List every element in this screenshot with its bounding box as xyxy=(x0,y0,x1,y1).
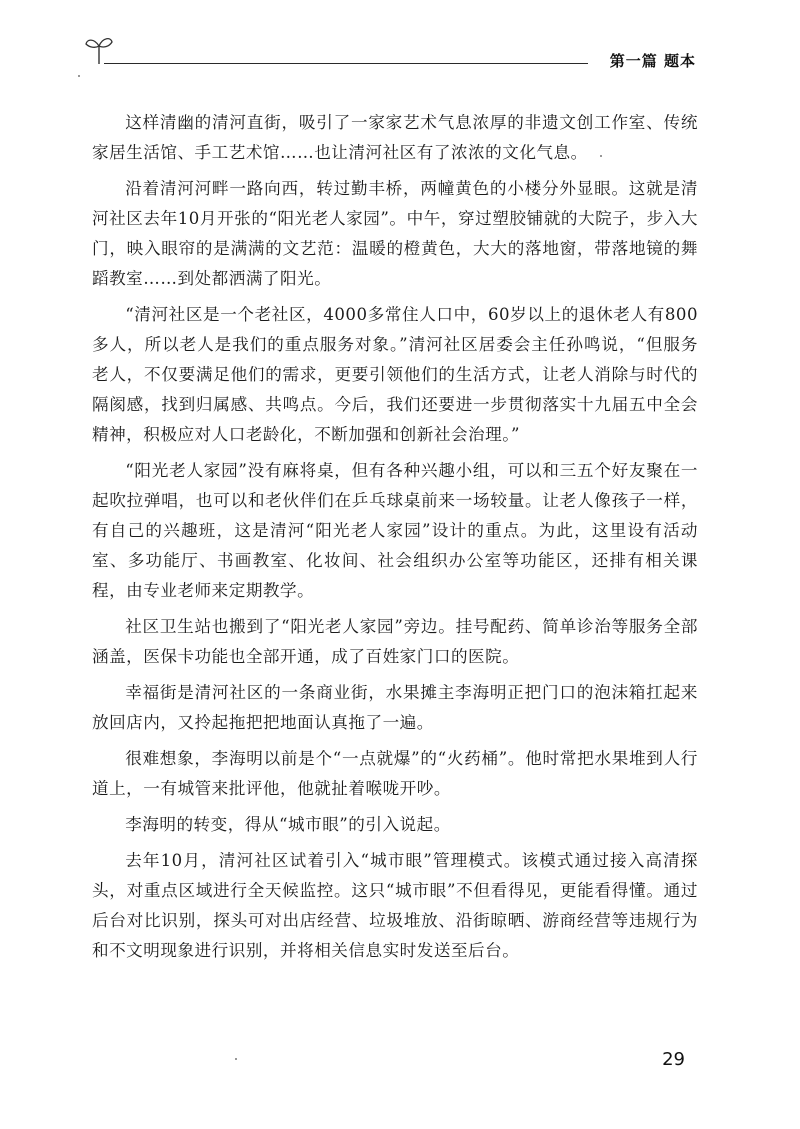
sprout-icon xyxy=(84,34,114,66)
article-body xyxy=(92,108,698,972)
scan-speck xyxy=(235,1058,237,1060)
scan-speck xyxy=(78,75,80,77)
paragraph: 沿着清河河畔一路向西，转过勤丰桥，两幢黄色的小楼分外显眼。这就是清河社区去年10月开张的“阳光老人家园”。中午，穿过塑胶铺就的大院子，步入大门，映入眼帘的是满满的文艺范：温暖的橙黄色，大大的落地窗，带落地镜的舞蹈教室……到处都洒满了阳光。 xyxy=(92,179,698,288)
header-divider xyxy=(104,63,588,64)
scan-speck xyxy=(600,155,602,157)
page-number: 29 xyxy=(662,1049,685,1070)
paragraph: 社区卫生站也搬到了“阳光老人家园”旁边。挂号配药、简单诊治等服务全部涵盖，医保卡功能也全部开通，成了百姓家门口的医院。 xyxy=(92,617,698,666)
paragraph: “阳光老人家园”没有麻将桌，但有各种兴趣小组，可以和三五个好友聚在一起吹拉弹唱，也可以和老伙伴们在乒乓球桌前来一场较量。让老人像孩子一样，有自己的兴趣班，这是清河“阳光老人家园”设计的重点。为此，这里设有活动室、多功能厅、书画教室、化妆间、社会组织办公室等功能区，还排有相关课程，由专业老师来定期教学。 xyxy=(92,461,698,600)
paragraph: 很难想象，李海明以前是个“一点就爆”的“火药桶”。他时常把水果堆到人行道上，一有城管来批评他，他就扯着喉咙开吵。 xyxy=(92,749,698,798)
section-title: 第一篇 题本 xyxy=(609,52,696,70)
paragraph: 李海明的转变，得从“城市眼”的引入说起。 xyxy=(125,815,451,834)
page-header xyxy=(84,34,696,74)
paragraph: 幸福街是清河社区的一条商业街，水果摊主李海明正把门口的泡沫箱扛起来放回店内，又拎起拖把把地面认真拖了一遍。 xyxy=(92,683,698,732)
paragraph: 这样清幽的清河直街，吸引了一家家艺术气息浓厚的非遗文创工作室、传统家居生活馆、手工艺术馆……也让清河社区有了浓浓的文化气息。 xyxy=(92,113,698,162)
paragraph: 去年10月，清河社区试着引入“城市眼”管理模式。该模式通过接入高清探头，对重点区域进行全天候监控。这只“城市眼”不但看得见，更能看得懂。通过后台对比识别，探头可对出店经营、垃圾堆放、沿街晾晒、游商经营等违规行为和不文明现象进行识别，并将相关信息实时发送至后台。 xyxy=(92,851,698,960)
paragraph: “清河社区是一个老社区，4000多常住人口中，60岁以上的退休老人有800多人，所以老人是我们的重点服务对象。”清河社区居委会主任孙鸣说，“但服务老人，不仅要满足他们的需求，更要引领他们的生活方式，让老人消除与时代的隔阂感，找到归属感、共鸣点。今后，我们还要进一步贯彻落实十九届五中全会精神，积极应对人口老龄化，不断加强和创新社会治理。” xyxy=(92,305,698,444)
